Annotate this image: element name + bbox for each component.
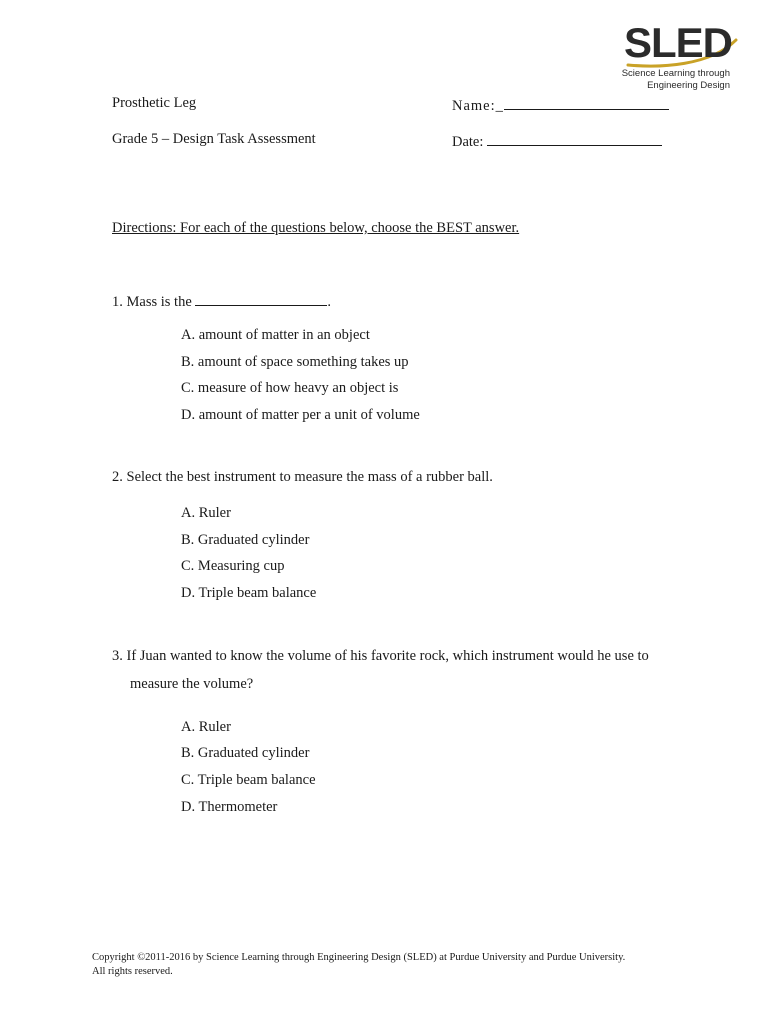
option-2d[interactable]: D. Triple beam balance xyxy=(181,585,317,601)
question-stem: If Juan wanted to know the volume of his favorite rock, which instrument would he use to xyxy=(126,648,649,664)
logo-tagline-line2: Engineering Design xyxy=(647,80,730,91)
name-field[interactable] xyxy=(452,95,669,115)
date-label: Date: xyxy=(452,134,484,150)
copyright-line1: Copyright ©2011-2016 by Science Learning through Engineering Design (SLED) at Purdue University and Purdue University. xyxy=(92,952,626,963)
copyright-footer xyxy=(92,951,625,978)
answer-blank[interactable] xyxy=(195,291,327,306)
option-2c[interactable]: C. Measuring cup xyxy=(181,558,285,574)
option-1c[interactable]: C. measure of how heavy an object is xyxy=(181,380,399,396)
document-subtitle: Grade 5 – Design Task Assessment xyxy=(112,131,316,147)
option-1d[interactable]: D. amount of matter per a unit of volume xyxy=(181,407,420,423)
option-1b[interactable]: B. amount of space something takes up xyxy=(181,354,409,370)
option-2b[interactable]: B. Graduated cylinder xyxy=(181,532,310,548)
question-stem-end: . xyxy=(327,294,331,310)
option-2a[interactable]: A. Ruler xyxy=(181,505,231,521)
option-1a[interactable]: A. amount of matter in an object xyxy=(181,327,370,343)
question-number: 1. xyxy=(112,294,123,310)
question-3 xyxy=(112,648,649,665)
logo-tagline xyxy=(622,68,730,92)
name-blank[interactable] xyxy=(504,95,669,110)
date-field[interactable] xyxy=(452,131,662,151)
option-3b[interactable]: B. Graduated cylinder xyxy=(181,745,310,761)
question-2 xyxy=(112,469,493,486)
date-blank[interactable] xyxy=(487,131,662,146)
name-label: Name:_ xyxy=(452,98,504,114)
logo-tagline-line1: Science Learning through xyxy=(621,68,730,79)
option-3a[interactable]: A. Ruler xyxy=(181,719,231,735)
question-1 xyxy=(112,291,331,311)
document-title: Prosthetic Leg xyxy=(112,95,197,111)
question-stem: Select the best instrument to measure the mass of a rubber ball. xyxy=(126,469,493,485)
question-number: 2. xyxy=(112,469,123,485)
sled-logo xyxy=(620,19,740,94)
question-stem: Mass is the xyxy=(126,294,192,310)
question-3-continued: measure the volume? xyxy=(130,676,254,692)
option-3c[interactable]: C. Triple beam balance xyxy=(181,772,316,788)
copyright-line2: All rights reserved. xyxy=(92,965,173,977)
question-number: 3. xyxy=(112,648,123,664)
directions: Directions: For each of the questions below, choose the BEST answer. xyxy=(112,220,520,236)
logo-wordmark: SLED xyxy=(624,19,733,66)
option-3d[interactable]: D. Thermometer xyxy=(181,799,278,815)
